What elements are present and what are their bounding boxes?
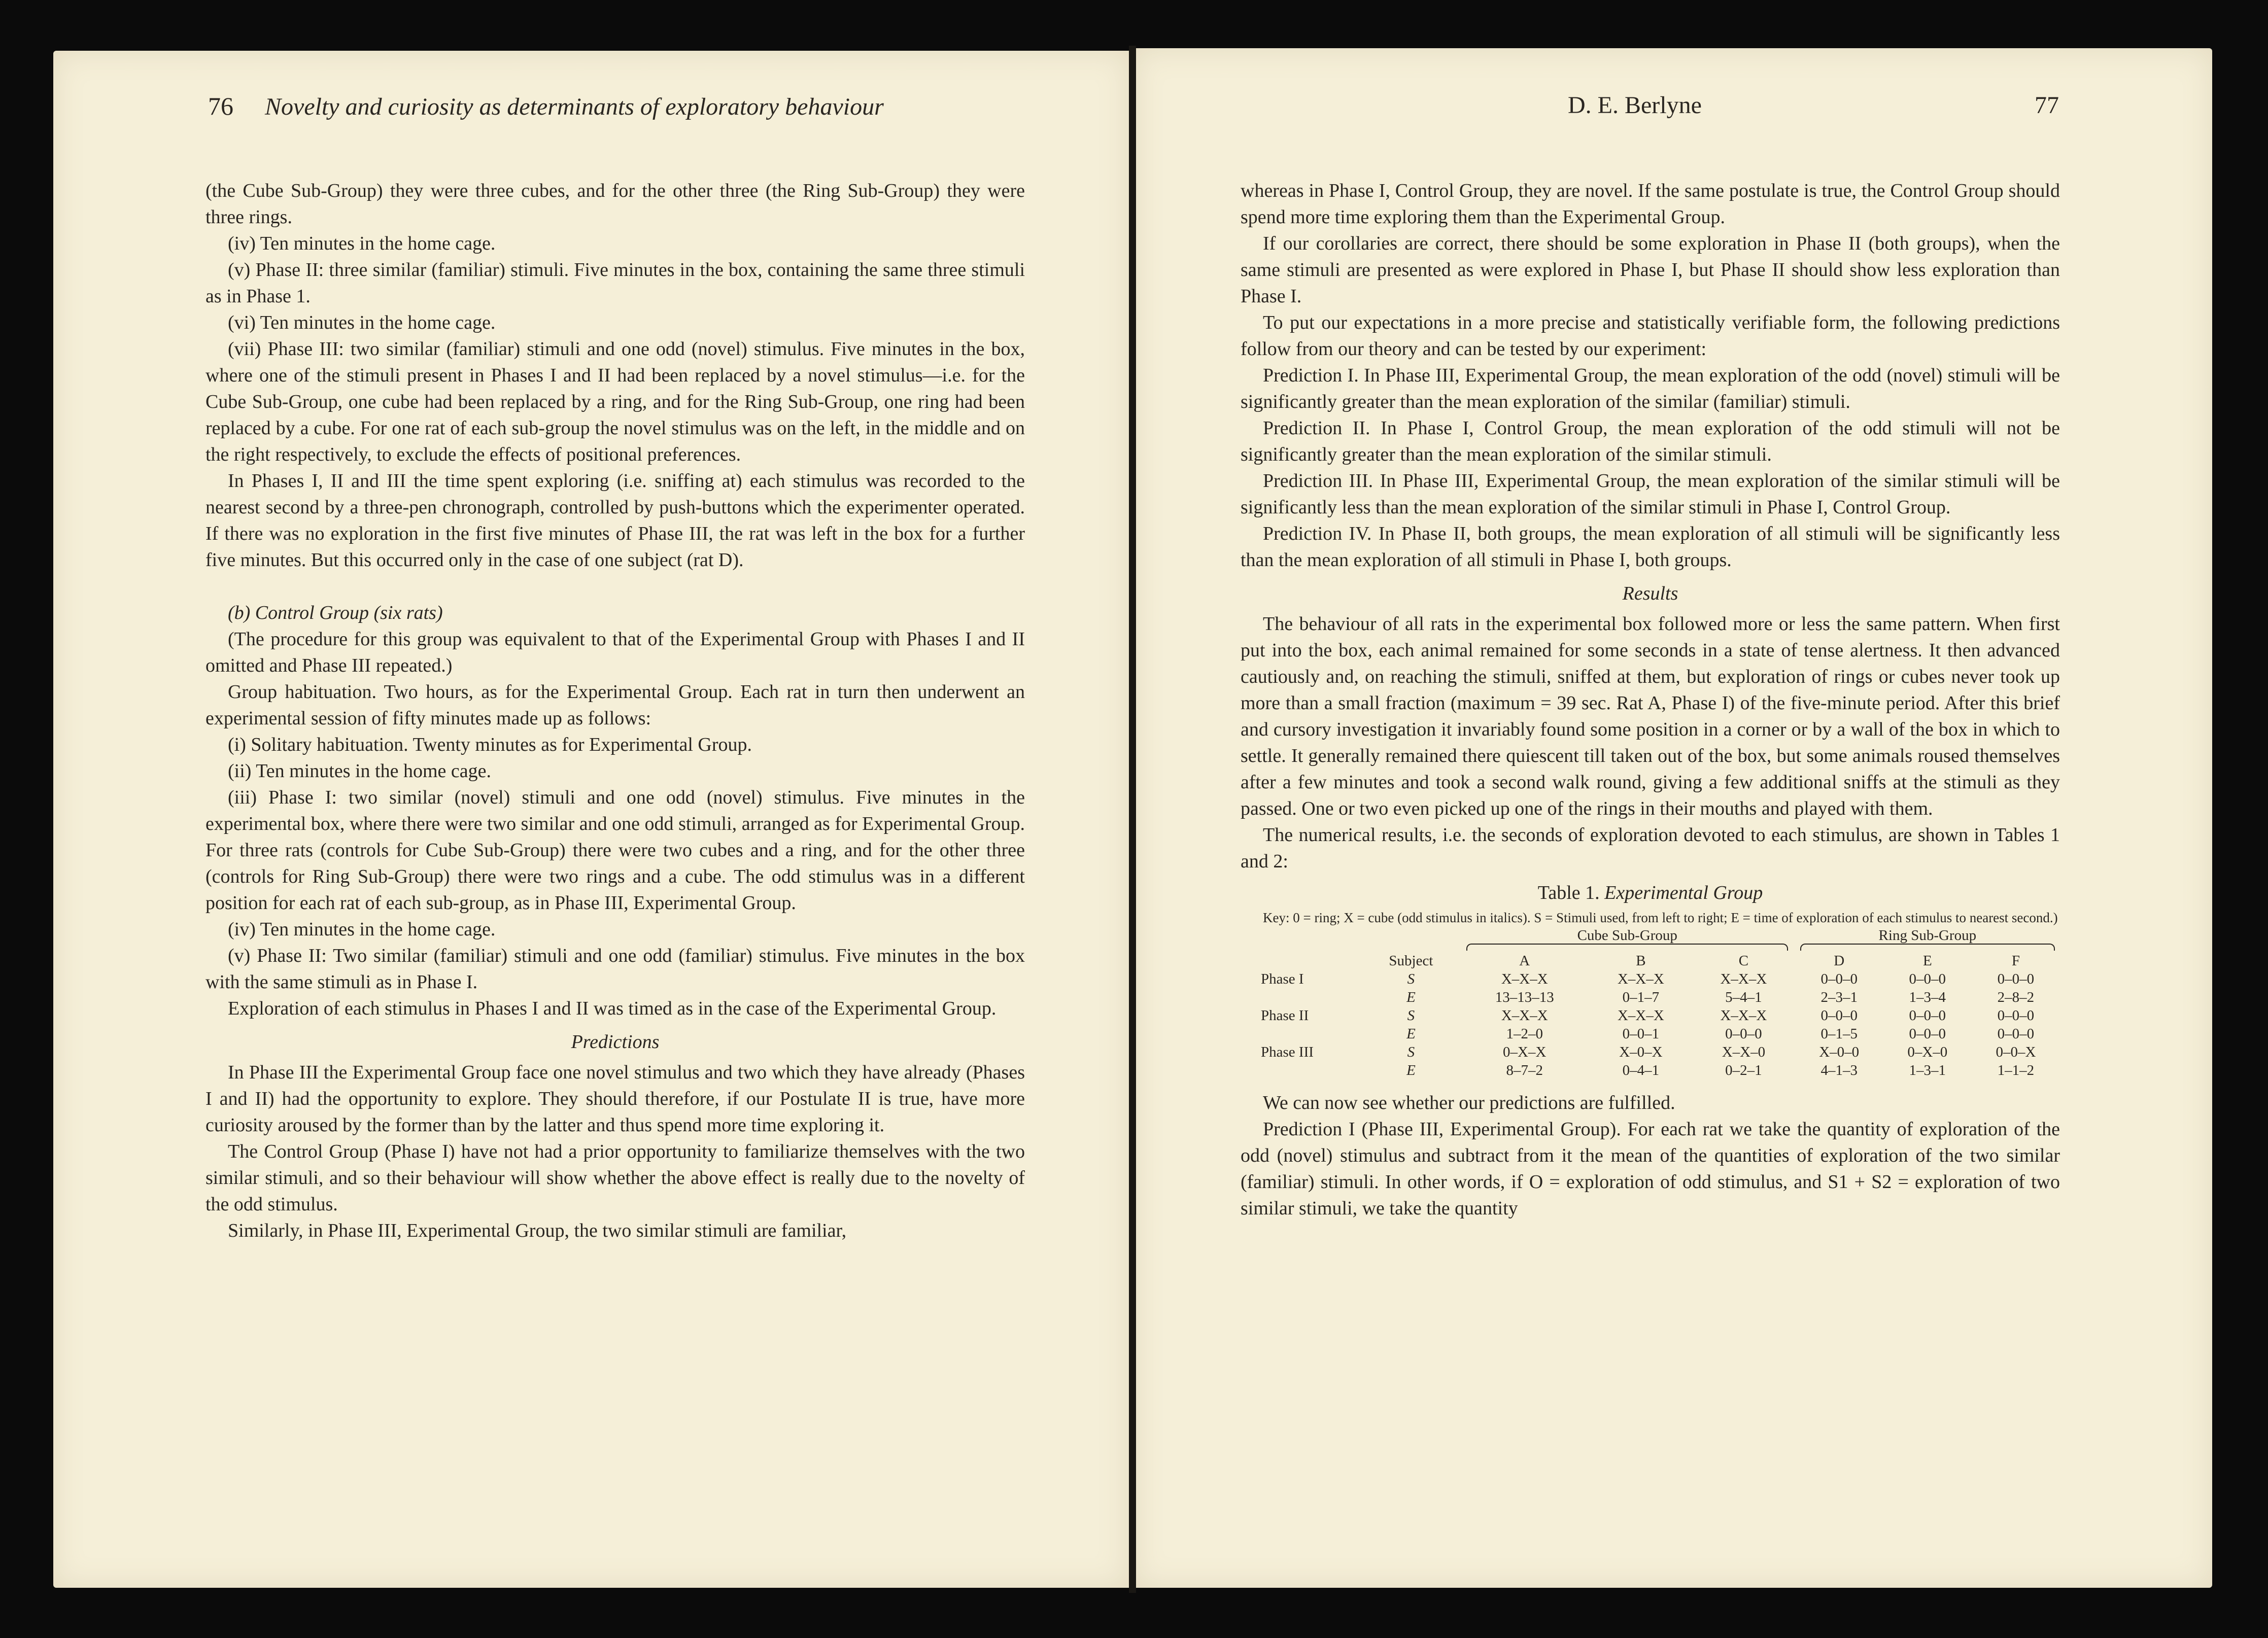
table-row — [1241, 1061, 2060, 1079]
table-cell: 0–X–X — [1503, 1044, 1547, 1060]
table-cell: 0–0–0 — [1909, 971, 1946, 987]
paragraph: (the Cube Sub-Group) they were three cubes, and for the other three (the Ring Sub-Group) they were three rings. — [205, 180, 1025, 228]
phase-label — [1241, 1025, 1362, 1043]
table-title — [1241, 880, 2060, 906]
paragraph: Group habituation. Two hours, as for the Experimental Group. Each rat in turn then underwent an experimental session of fifty minutes made up as follows: — [205, 681, 1025, 729]
table-cell: 8–7–2 — [1506, 1062, 1543, 1078]
table-cell: X–0–0 — [1819, 1044, 1860, 1060]
table-cell: X–X–0 — [1722, 1044, 1766, 1060]
paragraph: (The procedure for this group was equivalent to that of the Experimental Group with Phases I and II omitted and Phase III repeated.) — [205, 629, 1025, 676]
table-cell: 1–3–4 — [1909, 989, 1946, 1005]
paragraph: Prediction I. In Phase III, Experimental Group, the mean exploration of the odd (novel) stimuli will be significantly greater than the mean exploration of the similar (familiar) stimuli. — [1241, 365, 2060, 412]
table-cell: X–X–X — [1617, 971, 1664, 987]
group-label: Ring Sub-Group — [1878, 927, 1977, 944]
table-row — [1241, 1025, 2060, 1043]
table-cell: 0–1–5 — [1820, 1026, 1858, 1042]
table-row — [1241, 1006, 2060, 1025]
table-row — [1241, 970, 2060, 988]
paragraph: (vii) Phase III: two similar (familiar) stimuli and one odd (novel) stimulus. Five minutes in the box, where one of the stimuli present in Phases I and II had been replaced by a novel stimulus—i.e. for the Cube Sub-Group, one cube had been replaced by a ring, and for the Ring Sub-Group, one ring had been replaced by a cube. For one rat of each sub-group the novel stimulus was on the left, in the middle and on the right respectively, to exclude the effects of positional preferences. — [205, 338, 1025, 465]
paragraph: To put our expectations in a more precise and statistically verifiable form, the following predictions follow from our theory and can be tested by our experiment: — [1241, 312, 2060, 360]
paragraph: (iv) Ten minutes in the home cage. — [228, 233, 496, 254]
table-cell: 0–0–0 — [1997, 1026, 2035, 1042]
table-group-header-row — [1241, 926, 2060, 952]
table-cell: 0–0–1 — [1622, 1026, 1660, 1042]
section-heading: Results — [1622, 583, 1678, 604]
column-header: A — [1519, 953, 1530, 969]
running-title: Novelty and curiosity as determinants of exploratory behaviour — [265, 93, 884, 120]
paragraph: Similarly, in Phase III, Experimental Group, the two similar stimuli are familiar, — [228, 1220, 847, 1241]
paragraph: (iv) Ten minutes in the home cage. — [228, 919, 496, 940]
phase-label: Phase I — [1261, 971, 1304, 987]
paragraph: We can now see whether our predictions are fulfilled. — [1263, 1092, 1675, 1113]
table-cell: 0–0–0 — [1997, 971, 2035, 987]
row-code: E — [1406, 1062, 1416, 1078]
paragraph: Prediction II. In Phase I, Control Group, the mean exploration of the odd stimuli will not be significantly greater than the mean exploration of the similar stimuli. — [1241, 417, 2060, 465]
right-page-number: 77 — [2035, 92, 2059, 119]
author-name: D. E. Berlyne — [1568, 92, 1702, 119]
table-body — [1241, 970, 2060, 1079]
table-cell: 13–13–13 — [1495, 989, 1554, 1005]
right-body-text — [1241, 178, 2060, 1222]
table-label: Table 1. — [1537, 882, 1600, 903]
table-cell: 0–0–0 — [1725, 1026, 1762, 1042]
ring-subgroup-header — [1795, 926, 2060, 952]
table-cell: 1–3–1 — [1909, 1062, 1946, 1078]
paragraph: Prediction IV. In Phase II, both groups, the mean exploration of all stimuli will be significantly less than the mean exploration of all stimuli in Phase I, both groups. — [1241, 523, 2060, 571]
table-cell: 0–2–1 — [1725, 1062, 1762, 1078]
phase-label: Phase III — [1261, 1044, 1314, 1060]
table-cell: 4–1–3 — [1820, 1062, 1858, 1078]
table-row — [1241, 1043, 2060, 1061]
table-cell: X–X–X — [1501, 1007, 1548, 1024]
table-key: Key: 0 = ring; X = cube (odd stimulus in italics). S = Stimuli used, from left to right; E = time of exploration of each stimulus to nearest second.) — [1263, 910, 2058, 925]
table-cell: 0–X–0 — [1907, 1044, 1948, 1060]
paragraph: The behaviour of all rats in the experimental box followed more or less the same pattern. When first put into the box, each animal remained for some seconds in a state of tense alertness. It then advanced cautiously and, on reaching the stimuli, sniffed at them, but exploration of rings or cubes never took up more than a small fraction (maximum = 39 sec. Rat A, Phase I) of the five-minute period. After this brief and cursory investigation it invariably found some position in a corner or by a wall of the box in which to settle. It generally remained there quiescent till taken out of the box, but some animals roused themselves after a few minutes and took a second walk round, giving a few additional sniffs at the stimuli as they passed. One or two even picked up one of the rings in their mouths and played with them. — [1241, 613, 2060, 819]
row-code: S — [1407, 971, 1415, 987]
row-code: E — [1406, 989, 1416, 1005]
row-code: E — [1406, 1026, 1416, 1042]
column-header: D — [1834, 953, 1845, 969]
table-cell: 0–0–0 — [1909, 1026, 1946, 1042]
table-cell: 5–4–1 — [1725, 989, 1762, 1005]
table-cell: X–X–X — [1720, 971, 1767, 987]
section-heading: Predictions — [571, 1031, 660, 1053]
table-cell: X–X–X — [1720, 1007, 1767, 1024]
results-table — [1241, 926, 2060, 1079]
table-cell: 0–0–0 — [1820, 971, 1858, 987]
group-label: Cube Sub-Group — [1577, 927, 1677, 944]
paragraph: If our corollaries are correct, there should be some exploration in Phase II (both groups), when the same stimuli are presented as were explored in Phase I, but Phase II should show less exploration than Phase I. — [1241, 233, 2060, 307]
paragraph: Prediction III. In Phase III, Experimental Group, the mean exploration of the similar stimuli will be significantly less than the mean exploration of the similar stimuli in Phase I, Control Group. — [1241, 470, 2060, 518]
column-header: C — [1738, 953, 1749, 969]
paragraph: (vi) Ten minutes in the home cage. — [228, 312, 496, 333]
phase-label — [1241, 1061, 1362, 1079]
column-header: B — [1636, 953, 1646, 969]
left-body-text — [205, 178, 1025, 1244]
column-header: E — [1922, 953, 1932, 969]
table-row — [1241, 988, 2060, 1006]
column-header: F — [2011, 953, 2020, 969]
table-cell: 1–2–0 — [1506, 1026, 1543, 1042]
paragraph: In Phase III the Experimental Group face one novel stimulus and two which they have already (Phases I and II) had the opportunity to explore. They should therefore, if our Postulate II is true, have more curiosity aroused by the former than by the latter and thus spend more time exploring it. — [205, 1062, 1025, 1136]
table-cell: 0–4–1 — [1622, 1062, 1660, 1078]
subject-header: Subject — [1389, 953, 1433, 969]
phase-label — [1241, 988, 1362, 1006]
table-cell: 2–3–1 — [1820, 989, 1858, 1005]
paragraph: (iii) Phase I: two similar (novel) stimuli and one odd (novel) stimulus. Five minutes in the experimental box, where there were two similar and one odd stimuli, arranged as for Experimental Group. For three rats (controls for Cube Sub-Group) there were two cubes and a ring, and for the other three (controls for Ring Sub-Group) there were two rings and a cube. The odd stimulus was in a different position for each rat of each sub-group, as in Phase III, Experimental Group. — [205, 787, 1025, 914]
left-page-header — [208, 91, 884, 121]
table-column-header-row — [1241, 952, 2060, 970]
paragraph: Exploration of each stimulus in Phases I and II was timed as in the case of the Experimental Group. — [228, 998, 996, 1019]
paragraph: (ii) Ten minutes in the home cage. — [228, 760, 491, 782]
cube-subgroup-header — [1460, 926, 1795, 952]
paragraph: whereas in Phase I, Control Group, they are novel. If the same postulate is true, the Control Group should spend more time exploring them than the Experimental Group. — [1241, 180, 2060, 228]
section-heading: (b) Control Group (six rats) — [228, 602, 443, 623]
table-cell: 0–0–0 — [1820, 1007, 1858, 1024]
table-cell: 0–0–X — [1996, 1044, 2036, 1060]
table-name: Experimental Group — [1604, 882, 1763, 903]
paragraph: (v) Phase II: Two similar (familiar) stimuli and one odd (familiar) stimulus. Five minutes in the box with the same stimuli as in Phase I. — [205, 945, 1025, 993]
table-cell: X–X–X — [1501, 971, 1548, 987]
row-code: S — [1407, 1044, 1415, 1060]
row-code: S — [1407, 1007, 1415, 1024]
paragraph: The Control Group (Phase I) have not had a prior opportunity to familiarize themselves with the two similar stimuli, and so their behaviour will show whether the above effect is really due to the novelty of the odd stimulus. — [205, 1141, 1025, 1215]
table-cell: 0–0–0 — [1909, 1007, 1946, 1024]
book-gutter — [1129, 46, 1136, 1593]
table-cell: X–0–X — [1619, 1044, 1663, 1060]
left-page-number: 76 — [208, 92, 233, 120]
table-cell: 2–8–2 — [1997, 989, 2035, 1005]
table-cell: 1–1–2 — [1997, 1062, 2035, 1078]
table-cell: X–X–X — [1617, 1007, 1664, 1024]
paragraph: (v) Phase II: three similar (familiar) stimuli. Five minutes in the box, containing the same three stimuli as in Phase 1. — [205, 259, 1025, 307]
paragraph: In Phases I, II and III the time spent exploring (i.e. sniffing at) each stimulus was recorded to the nearest second by a three-pen chronograph, controlled by push-buttons which the experimenter operated. If there was no exploration in the first five minutes of Phase III, the rat was left in the box for a further five minutes. But this occurred only in the case of one subject (rat D). — [205, 470, 1025, 571]
paragraph: The numerical results, i.e. the seconds of exploration devoted to each stimulus, are shown in Tables 1 and 2: — [1241, 824, 2060, 872]
table-cell: 0–0–0 — [1997, 1007, 2035, 1024]
paragraph: (i) Solitary habituation. Twenty minutes as for Experimental Group. — [228, 734, 752, 755]
paragraph: Prediction I (Phase III, Experimental Group). For each rat we take the quantity of exploration of the odd (novel) stimulus and subtract from it the mean of the quantities of exploration of the two similar (familiar) stimuli. In other words, if O = exploration of odd stimulus, and S1 + S2 = exploration of two similar stimuli, we take the quantity — [1241, 1119, 2060, 1219]
right-page-author — [1568, 91, 1702, 119]
phase-label: Phase II — [1261, 1007, 1309, 1024]
table-cell: 0–1–7 — [1622, 989, 1660, 1005]
